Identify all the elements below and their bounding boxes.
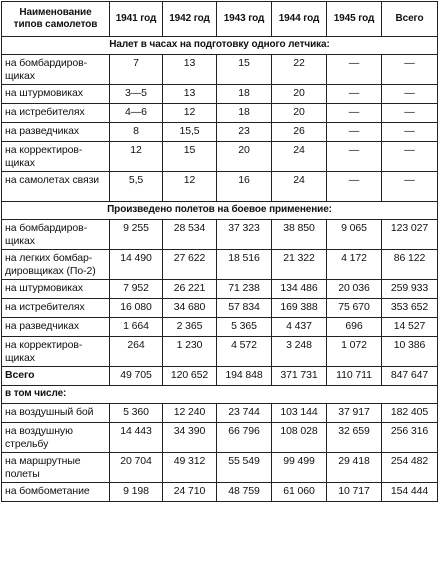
row-value: 16 [217,172,272,202]
row-value: 23 744 [217,404,272,423]
row-value: 254 482 [382,453,438,483]
table-body [2,37,438,502]
row-value: 134 486 [272,280,327,299]
row-value: 24 [272,172,327,202]
row-value: — [327,85,382,104]
row-value: 86 122 [382,250,438,280]
row-value: — [327,55,382,85]
row-value: 3 248 [272,337,327,367]
row-value: 20 [272,85,327,104]
row-value: — [327,172,382,202]
table-row [2,85,438,104]
row-value: — [382,172,438,202]
row-value: 24 [272,142,327,172]
row-value: 120 652 [163,367,217,386]
row-label: на корректиров-щиках [2,337,110,367]
row-value: 32 659 [327,423,382,453]
table-row [2,337,438,367]
row-value: 20 036 [327,280,382,299]
table-row [2,250,438,280]
row-value: 847 647 [382,367,438,386]
row-value: — [382,123,438,142]
row-value: 259 933 [382,280,438,299]
row-value: 13 [163,85,217,104]
row-value: 27 622 [163,250,217,280]
row-value: 182 405 [382,404,438,423]
row-label: на маршрутные полеты [2,453,110,483]
section-title: в том числе: [2,386,438,404]
row-value: 49 312 [163,453,217,483]
row-value: — [382,55,438,85]
row-value: 18 [217,85,272,104]
row-label: на легких бомбар-дировщиках (По-2) [2,250,110,280]
row-value: 353 652 [382,299,438,318]
row-value: 28 534 [163,220,217,250]
table-row [2,280,438,299]
row-value: 57 834 [217,299,272,318]
row-value: 103 144 [272,404,327,423]
row-value: 5 365 [217,318,272,337]
row-value: 154 444 [382,483,438,502]
row-value: 1 072 [327,337,382,367]
table-row [2,104,438,123]
row-label: на разведчиках [2,123,110,142]
row-value: 2 365 [163,318,217,337]
row-value: 37 323 [217,220,272,250]
row-value: 34 680 [163,299,217,318]
row-label: на бомбардиров-щиках [2,55,110,85]
row-value: — [382,104,438,123]
row-value: 61 060 [272,483,327,502]
row-value: 264 [110,337,163,367]
row-value: 7 [110,55,163,85]
row-value: 26 221 [163,280,217,299]
row-value: 9 255 [110,220,163,250]
table-row [2,55,438,85]
table-row [2,220,438,250]
row-value: 4 437 [272,318,327,337]
header-1944: 1944 год [272,2,327,37]
row-value: 55 549 [217,453,272,483]
row-value: 14 490 [110,250,163,280]
row-value: — [382,142,438,172]
row-value: 10 717 [327,483,382,502]
row-value: 23 [217,123,272,142]
row-value: — [327,104,382,123]
table-row [2,123,438,142]
row-value: 5 360 [110,404,163,423]
row-label: Всего [2,367,110,386]
row-value: 696 [327,318,382,337]
row-value: 18 516 [217,250,272,280]
row-value: 5,5 [110,172,163,202]
row-value: 8 [110,123,163,142]
table-row [2,299,438,318]
header-1941: 1941 год [110,2,163,37]
row-value: — [382,85,438,104]
section-row [2,386,438,404]
row-value: 75 670 [327,299,382,318]
row-value: 123 027 [382,220,438,250]
row-value: 110 711 [327,367,382,386]
row-value: 34 390 [163,423,217,453]
row-value: 1 664 [110,318,163,337]
row-value: 108 028 [272,423,327,453]
row-value: — [327,123,382,142]
table-row [2,318,438,337]
row-label: на самолетах связи [2,172,110,202]
row-label: на разведчиках [2,318,110,337]
row-value: 15 [163,142,217,172]
table-row [2,483,438,502]
row-label: на бомбометание [2,483,110,502]
row-value: 194 848 [217,367,272,386]
row-label: на воздушную стрельбу [2,423,110,453]
row-value: 49 705 [110,367,163,386]
section-title: Налет в часах на подготовку одного летчика: [2,37,438,55]
row-value: 4—6 [110,104,163,123]
row-value: 10 386 [382,337,438,367]
row-value: 13 [163,55,217,85]
row-value: 1 230 [163,337,217,367]
row-label: на воздушный бой [2,404,110,423]
row-value: 4 572 [217,337,272,367]
row-value: 20 [217,142,272,172]
row-value: 4 172 [327,250,382,280]
row-label: на истребителях [2,104,110,123]
table-row [2,453,438,483]
header-1943: 1943 год [217,2,272,37]
table-row [2,423,438,453]
row-value: 14 443 [110,423,163,453]
row-value: 14 527 [382,318,438,337]
row-value: — [327,142,382,172]
row-value: 16 080 [110,299,163,318]
header-row [2,2,438,37]
header-total: Всего [382,2,438,37]
row-value: 7 952 [110,280,163,299]
row-label: на корректиров-щиках [2,142,110,172]
row-value: 3—5 [110,85,163,104]
section-title: Произведено полетов на боевое применение: [2,202,438,220]
aircraft-training-table [1,1,438,502]
row-value: 12 240 [163,404,217,423]
row-value: 15,5 [163,123,217,142]
table-row [2,404,438,423]
row-value: 256 316 [382,423,438,453]
row-value: 9 065 [327,220,382,250]
row-value: 20 704 [110,453,163,483]
row-value: 12 [110,142,163,172]
row-value: 48 759 [217,483,272,502]
row-label: на штурмовиках [2,280,110,299]
row-value: 20 [272,104,327,123]
header-aircraft-type: Наименование типов самолетов [2,2,110,37]
row-value: 371 731 [272,367,327,386]
row-value: 169 388 [272,299,327,318]
header-1945: 1945 год [327,2,382,37]
row-value: 29 418 [327,453,382,483]
section-row [2,37,438,55]
row-value: 12 [163,172,217,202]
header-1942: 1942 год [163,2,217,37]
row-value: 9 198 [110,483,163,502]
row-value: 22 [272,55,327,85]
table-row [2,142,438,172]
row-value: 38 850 [272,220,327,250]
row-value: 26 [272,123,327,142]
row-label: на бомбардиров-щиках [2,220,110,250]
table-row [2,172,438,202]
row-value: 21 322 [272,250,327,280]
total-row [2,367,438,386]
row-value: 66 796 [217,423,272,453]
row-label: на истребителях [2,299,110,318]
row-label: на штурмовиках [2,85,110,104]
row-value: 99 499 [272,453,327,483]
row-value: 18 [217,104,272,123]
row-value: 15 [217,55,272,85]
row-value: 24 710 [163,483,217,502]
row-value: 37 917 [327,404,382,423]
section-row [2,202,438,220]
row-value: 12 [163,104,217,123]
row-value: 71 238 [217,280,272,299]
